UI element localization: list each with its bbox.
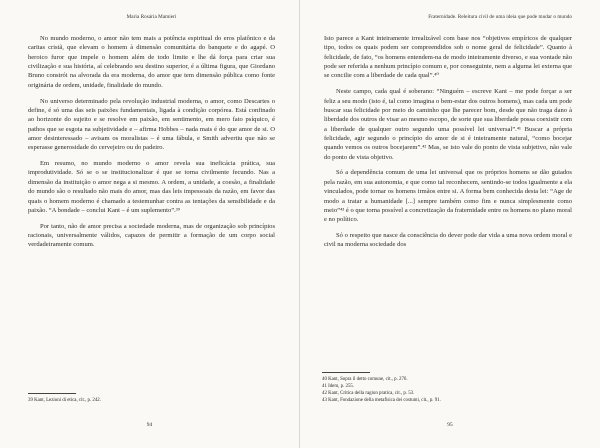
body-paragraph: Isto parece a Kant inteiramente irrealizável com base nos “objetivos empíricos de qualquer tipo, todos os quais podem ser compreendidos sob o nome geral de felicidade”. Quanto à felicidade, de fato, “os homens entendem-na de modo inteiramente diverso, e sua vontade não pode ser referida a nenhum princípio comum e, por conseguinte, nem a alguma lei externa que se concilie com a liberdade de cada qual”.⁴⁰ — [324, 35, 572, 80]
footnote: 40 Kant, Sopra il detto comune, cit., p. 276. — [322, 377, 408, 382]
body-paragraph: Só a dependência comum de uma lei universal que os próprios homens se dão guiados pela razão, em sua autonomia, e que como tal reconhecem, sentindo-se todos igualmente a ela vinculados, pode tornar os homens irmãos entre si. A forma bem conhecida desta lei: “Age de modo a tratar a humanidade [...] sempre também como fim e nunca simplesmente como meio”⁴³ é o que torna possível a concretização da fraternidade entre os homens no plano moral e no político. — [324, 169, 572, 224]
body-paragraph: Em resumo, no mundo moderno o amor revela sua ineficácia prática, sua improdutividade. Só se o se institucionalizar é que se torna civilmente fecundo. Nas a dimensão da instituição o amor nega a si mesmo. A ordem, a unidade, a coesão, a finalidade do mundo são o resultado não mais do amor, mas das leis impessoais da razão, em favor das quais o homem moderno é chamado a testemunhar contra as tentações da sensibilidade e da paixão. “A bondade – conclui Kant – é um suplemento”.³⁹ — [28, 160, 275, 214]
page-number-right: 95 — [447, 422, 453, 428]
footnote: 41 Idem, p. 255. — [322, 384, 355, 389]
footnote-rule — [322, 372, 370, 373]
page-number-left: 94 — [146, 422, 153, 428]
body-paragraph: Por tanto, não de amor precisa a sociedade moderna, mas de organização sob princípios racionais, universalmente válidos, capazes de permitir a formação de um corpo social verdadeiramente comum. — [28, 222, 275, 249]
running-header-left: Maria Rosária Mamieri — [126, 14, 177, 20]
footnotes-left — [28, 393, 275, 404]
body-paragraph: No universo determinado pela revolução industrial moderna, o amor, como Descartes o define, é só uma das seis paixões fundamentais, ligada à condição corpórea. Está confinado ao horizonte do sujeito e se resolve em paixão, em sentimento, em mero fato psíquico, é pathos que se esgota na subjetividade e – afirma Hobbes – nada mais é do que amor de si. O amor desinteressado – avisam os moralistas – é uma fábula, e Smith advertiu que não se esperasse generosidade do cervejeiro ou do padeiro. — [28, 97, 275, 152]
right-page — [300, 0, 600, 448]
footnotes-right — [322, 372, 572, 404]
running-header-right: Fraternidade. Releitura civil de uma ideia que pode mudar o mundo — [428, 14, 572, 20]
body-paragraph: Só o respeito que nasce da consciência do dever pode dar vida a uma nova ordem moral e civil na moderna sociedade dos — [324, 232, 572, 249]
body-paragraph: Neste campo, cada qual é soberano: “Ninguém – escreve Kant – me pode forçar a ser feliz a seu modo (isto é, tal como imagina o bem-estar dos outros homens), mas cada um pode buscar sua felicidade por meio do caminho que lhe parecer bom, desde que não traga dano à liberdade dos outros de visar ao mesmo escopo, de sorte que sua liberdade possa coexistir com a liberdade de qualquer outro segundo uma possível lei universal”.⁴¹ Buscar a própria felicidade, agir segundo o princípio do amor de si é inteiramente natural, “como bocejar quando vemos os outros bocejarem”.⁴² Mas, se isto vale do ponto de vista subjetivo, não vale do ponto de vista objetivo. — [324, 88, 572, 161]
footnote: 43 Kant, Fondazione della metafisica dei costumi, cit., p. 91. — [322, 398, 441, 403]
footnote: 39 Kant, Lezioni di etica, cit., p. 242. — [28, 398, 101, 403]
body-paragraph: No mundo moderno, o amor não tem mais a potência espiritual do eros platônico e da caritas cristã, que elevam o homem à dimensão comunitária do banquete e do agapé. O heroico furor que impele o homem além de todo limite e lhe dá força para criar sua civilização e sua história, aí celebrando seu destino superior, é a última figura, que Giordano Bruno constrói na alvorada da era moderna, do amor que tem dimensão pública como fonte originária de ordem, unidade, finalidade do mundo. — [28, 35, 275, 89]
footnote-rule — [28, 393, 76, 394]
footnote: 42 Kant, Critica della ragion pratica, cit., p. 53. — [322, 391, 415, 396]
